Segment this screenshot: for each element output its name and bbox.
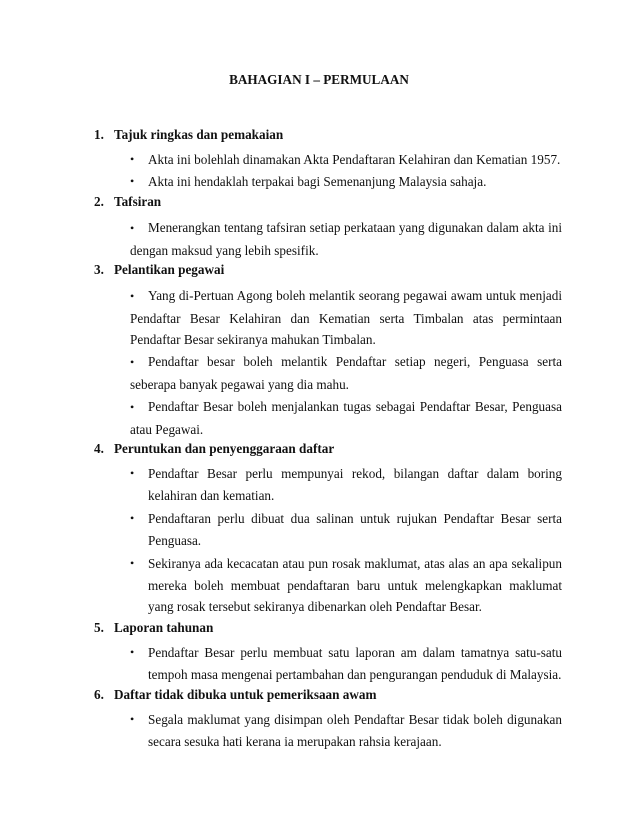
page-title: BAHAGIAN I – PERMULAAN: [229, 72, 409, 87]
section-number: 2.: [94, 194, 104, 209]
bullet-icon: •: [130, 221, 135, 235]
section-title: Tajuk ringkas dan pemakaian: [114, 127, 284, 142]
bullet-icon: •: [130, 511, 135, 525]
bullet-icon: •: [130, 174, 135, 188]
section-title: Tafsiran: [114, 194, 162, 209]
section-title: Laporan tahunan: [114, 620, 214, 635]
list-item: • Yang di-Pertuan Agong boleh melantik seorang pegawai awam untuk menjadi Pendaftar Besar Kelahiran dan Kematian serta Timbalan atas permintaan Pendaftar Besar sekiranya mahukan Timbalan.: [130, 288, 562, 347]
list-item: • Sekiranya ada kecacatan atau pun rosak maklumat, atas alas an apa sekalipun mereka boleh membuat pendaftaran baru untuk melengkapkan maklumat yang rosak tersebut sekiranya dibenarkan oleh Pendaftar Besar.: [130, 553, 562, 618]
section-number: 4.: [94, 441, 104, 456]
bullet-icon: •: [130, 152, 135, 166]
section-number: 6.: [94, 687, 104, 702]
list-item: • Pendaftaran perlu dibuat dua salinan untuk rujukan Pendaftar Besar serta Penguasa.: [130, 508, 562, 551]
section-heading-4: [94, 441, 564, 457]
bullet-icon: •: [130, 556, 135, 570]
bullet-icon: •: [130, 466, 135, 480]
section-title: Pelantikan pegawai: [114, 262, 225, 277]
section-title: Peruntukan dan penyenggaraan daftar: [114, 441, 335, 456]
section-number: 1.: [94, 127, 104, 142]
section-heading-2: [94, 194, 564, 210]
bullet-icon: •: [130, 400, 135, 414]
section-heading-6: [94, 687, 564, 703]
list-item: • Menerangkan tentang tafsiran setiap perkataan yang digunakan dalam akta ini dengan maksud yang lebih spesifik.: [130, 220, 562, 258]
list-item: • Pendaftar besar boleh melantik Pendaftar setiap negeri, Penguasa serta seberapa banyak pegawai yang dia mahu.: [130, 354, 562, 392]
bullet-icon: •: [130, 355, 135, 369]
bullet-icon: •: [130, 645, 135, 659]
list-item: • Pendaftar Besar perlu mempunyai rekod, bilangan daftar dalam boring kelahiran dan kematian.: [130, 463, 562, 506]
list-item: • Pendaftar Besar perlu membuat satu laporan am dalam tamatnya satu-satu tempoh masa mengenai pertambahan dan pengurangan penduduk di Malaysia.: [130, 642, 562, 685]
section-heading-5: [94, 620, 564, 636]
section-title: Daftar tidak dibuka untuk pemeriksaan awam: [114, 687, 377, 702]
bullet-icon: •: [130, 289, 135, 303]
section-heading-3: [94, 262, 564, 278]
list-item: • Pendaftar Besar boleh menjalankan tugas sebagai Pendaftar Besar, Penguasa atau Pegawai.: [130, 399, 562, 437]
list-item: • Segala maklumat yang disimpan oleh Pendaftar Besar tidak boleh digunakan secara sesuka hati kerana ia merupakan rahsia kerajaan.: [130, 709, 562, 752]
list-item: • Akta ini hendaklah terpakai bagi Semenanjung Malaysia sahaja.: [130, 171, 562, 193]
section-heading-1: [94, 127, 564, 143]
section-number: 5.: [94, 620, 104, 635]
list-item: • Akta ini bolehlah dinamakan Akta Pendaftaran Kelahiran dan Kematian 1957.: [130, 149, 562, 171]
section-number: 3.: [94, 262, 104, 277]
bullet-icon: •: [130, 712, 135, 726]
